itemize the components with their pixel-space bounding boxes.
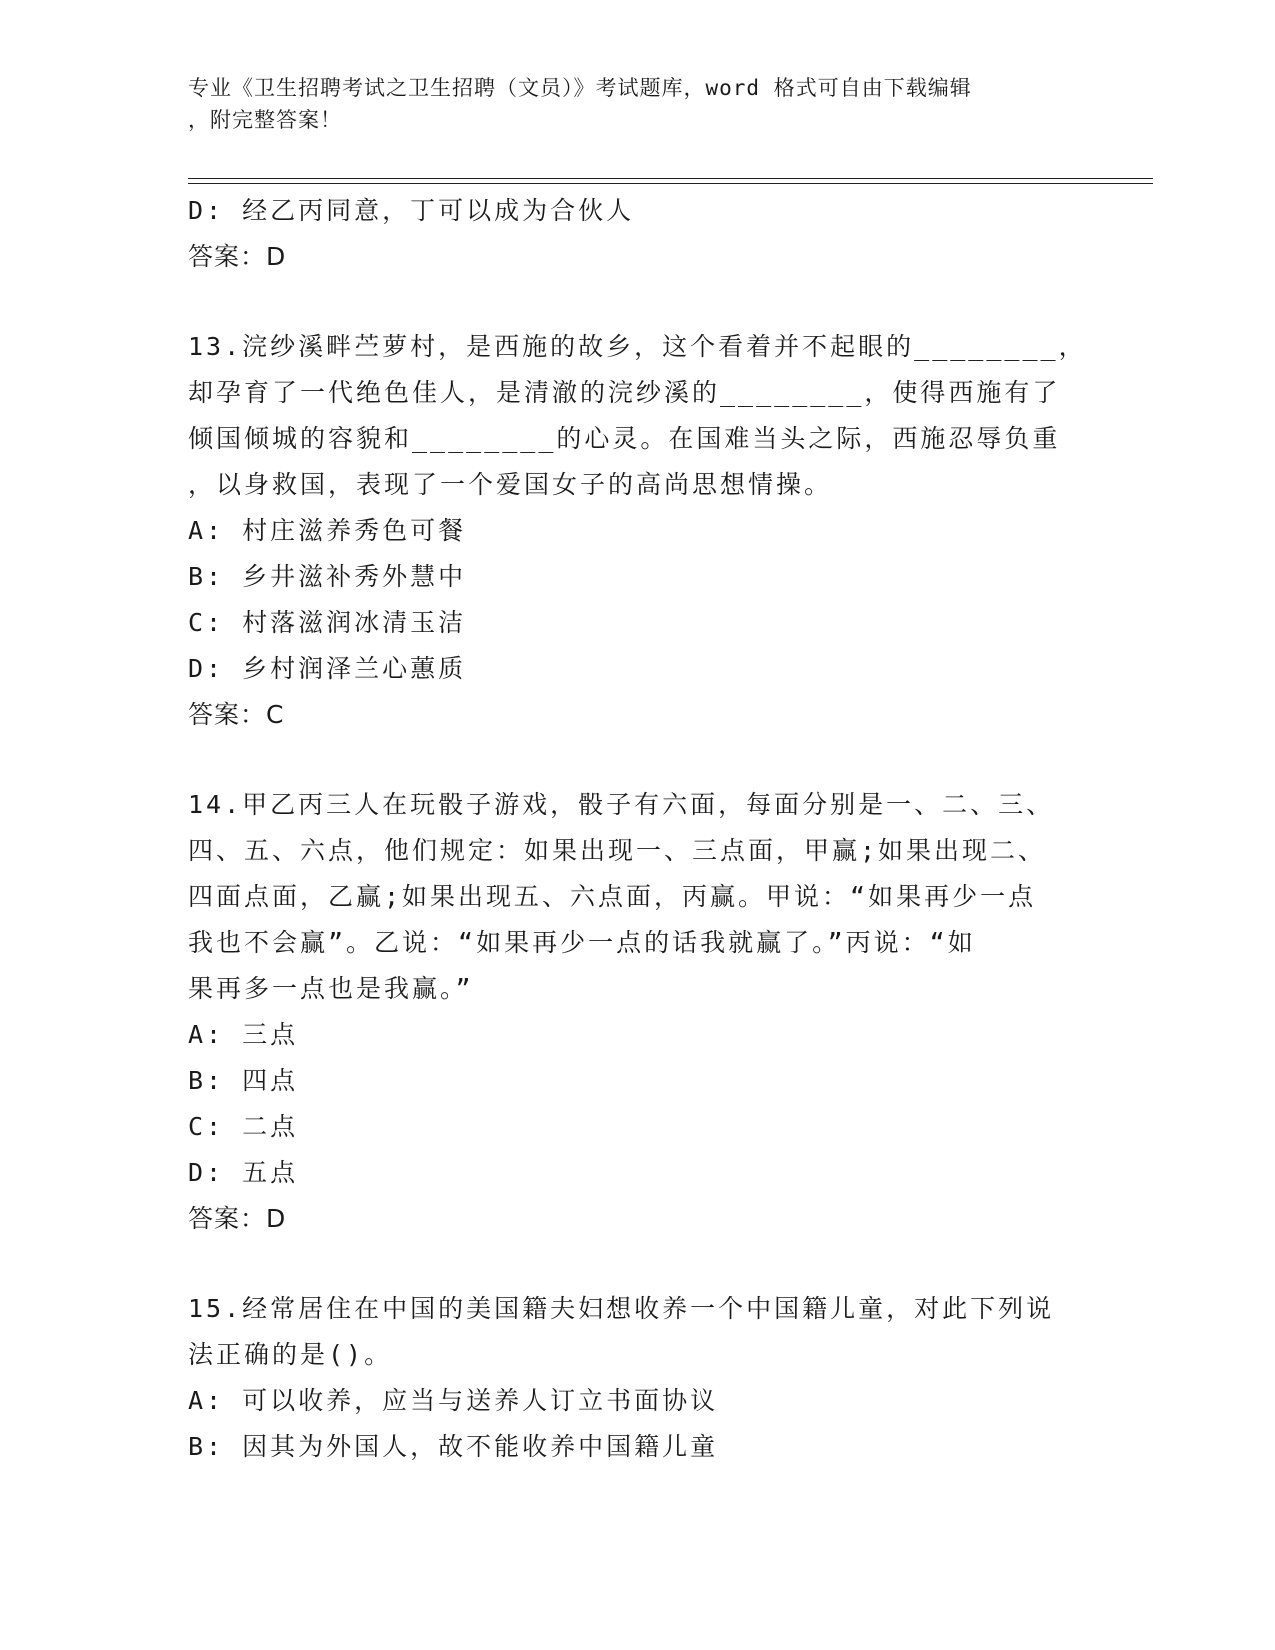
header-line-2: ，附完整答案！: [188, 108, 342, 132]
header-rule-top: [188, 178, 1153, 179]
question-stem-line: 四、五、六点，他们规定：如果出现一、三点面，甲赢;如果出现二、: [188, 836, 1047, 865]
option-b: B: 因其为外国人，故不能收养中国籍儿童: [188, 1432, 719, 1461]
option-c: C: 二点: [188, 1112, 299, 1141]
option-b: B: 乡井滋补秀外慧中: [188, 562, 467, 591]
question-stem-line: 却孕育了一代绝色佳人，是清澈的浣纱溪的________，使得西施有了: [188, 378, 1061, 407]
spacer: [188, 1242, 1088, 1286]
option-d: D: 经乙丙同意，丁可以成为合伙人: [188, 196, 635, 225]
question-12-tail: [188, 188, 1088, 280]
question-stem-line: 四面点面，乙赢;如果出现五、六点面，丙赢。甲说：“如果再少一点: [188, 882, 1037, 911]
option-d: D: 乡村润泽兰心蕙质: [188, 654, 467, 683]
question-stem-line: 15.经常居住在中国的美国籍夫妇想收养一个中国籍儿童，对此下列说: [188, 1294, 1055, 1323]
answer: 答案：D: [188, 242, 287, 271]
question-stem-line: 14.甲乙丙三人在玩骰子游戏，骰子有六面，每面分别是一、二、三、: [188, 790, 1055, 819]
header-line-1: 专业《卫生招聘考试之卫生招聘（文员）》考试题库，word 格式可自由下载编辑: [188, 76, 972, 100]
option-a: A: 可以收养，应当与送养人订立书面协议: [188, 1386, 719, 1415]
question-stem-line: 倾国倾城的容貌和________的心灵。在国难当头之际，西施忍辱负重: [188, 424, 1061, 453]
answer: 答案：C: [188, 700, 285, 729]
option-b: B: 四点: [188, 1066, 299, 1095]
spacer: [188, 738, 1088, 782]
option-d: D: 五点: [188, 1158, 299, 1187]
document-header: [188, 72, 1088, 136]
question-14: [188, 782, 1088, 1242]
option-c: C: 村落滋润冰清玉洁: [188, 608, 467, 637]
question-stem-line: 13.浣纱溪畔苎萝村，是西施的故乡，这个看着并不起眼的________，: [188, 332, 1087, 361]
question-stem-line: 我也不会赢”。乙说：“如果再少一点的话我就赢了。”丙说：“如: [188, 928, 976, 957]
question-stem-line: 果再多一点也是我赢。”: [188, 974, 474, 1003]
question-content: [188, 188, 1088, 1470]
option-a: A: 村庄滋养秀色可餐: [188, 516, 467, 545]
option-a: A: 三点: [188, 1020, 299, 1049]
spacer: [188, 280, 1088, 324]
question-stem-line: 法正确的是()。: [188, 1340, 393, 1369]
question-13: [188, 324, 1088, 738]
question-15: [188, 1286, 1088, 1470]
answer: 答案：D: [188, 1204, 287, 1233]
header-rule-bottom: [188, 183, 1153, 184]
question-stem-line: ，以身救国，表现了一个爱国女子的高尚思想情操。: [188, 470, 833, 499]
